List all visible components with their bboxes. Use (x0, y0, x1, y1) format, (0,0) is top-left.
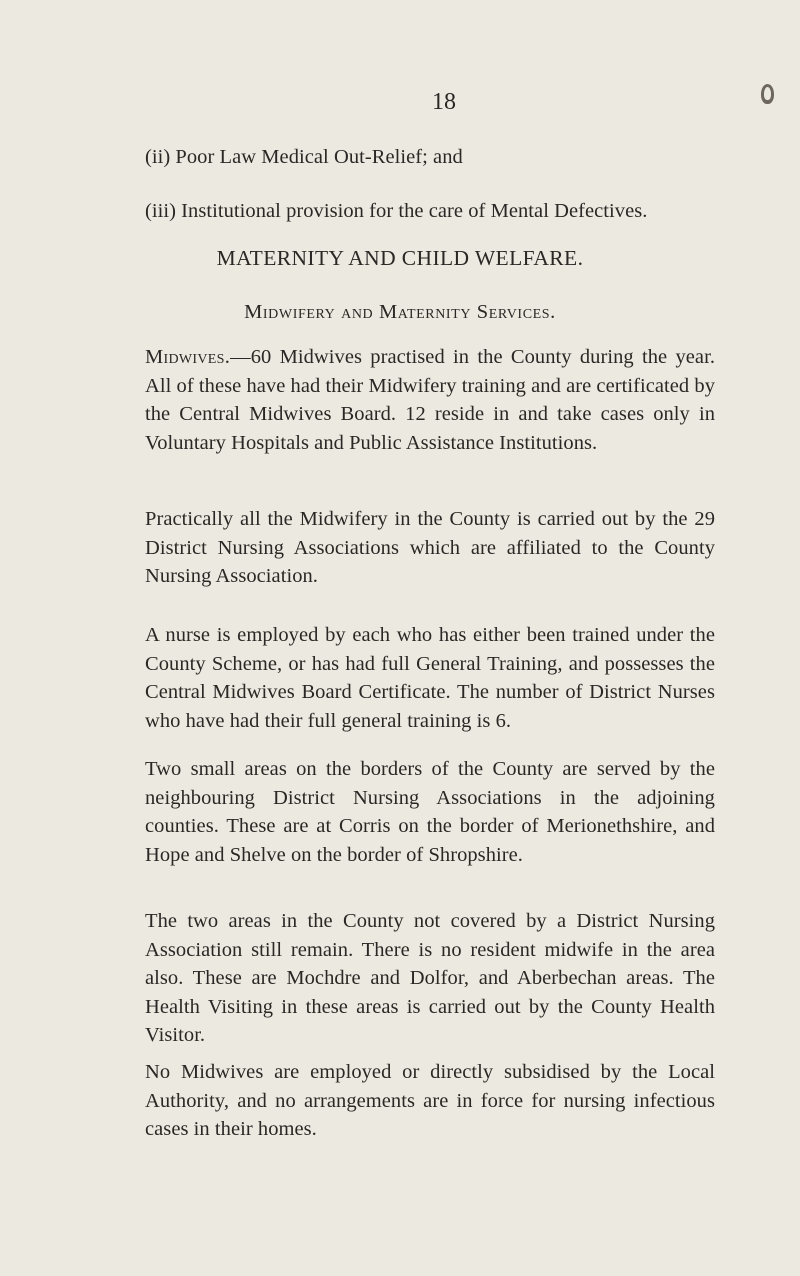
list-item-poor-law: (ii) Poor Law Medical Out-Relief; and (145, 146, 463, 168)
paragraph-border-areas: Two small areas on the borders of the County are served by the neighbouring District Nursing Associations in the adjoining counties. These are at Corris on the border of Merionethshire, and Hope and Shelve on the border of Shropshire. (145, 758, 715, 866)
paragraph-nurse-employment: A nurse is employed by each who has either been trained under the County Scheme, or has had full General Training, and possesses the Central Midwives Board Certificate. The number of District Nurses who have had their full general training is 6. (145, 624, 715, 732)
list-item-institutional-provision: (iii) Institutional provision for the care of Mental Defectives. (145, 200, 648, 222)
section-heading: MATERNITY AND CHILD WELFARE. (216, 246, 584, 270)
paragraph-midwives-body: —60 Midwives practised in the County during the year. All of these have had their Midwifery training and are certificated by the Central Midwives Board. 12 reside in and take cases only in Voluntary Hospitals and Public Assistance Institutions. (145, 346, 715, 454)
paragraph-uncovered-areas: The two areas in the County not covered by a District Nursing Association still remain. There is no resident midwife in the area also. These are Mochdre and Dolfor, and Aberbechan areas. The Health Visiting in these areas is carried out by the County Health Visitor. (145, 910, 715, 1046)
paragraph-local-authority: No Midwives are employed or directly subsidised by the Local Authority, and no arrangements are in force for nursing infectious cases in their homes. (145, 1061, 715, 1140)
page-number: 18 (432, 89, 456, 115)
paragraph-lead-in: Midwives. (145, 346, 231, 368)
paragraph-district-nursing: Practically all the Midwifery in the County is carried out by the 29 District Nursing Associations which are affiliated to the County Nursing Association. (145, 508, 715, 587)
page-corner-mark (761, 84, 774, 104)
paragraph-midwives (145, 343, 715, 457)
subsection-heading: Midwifery and Maternity Services. (244, 301, 556, 323)
